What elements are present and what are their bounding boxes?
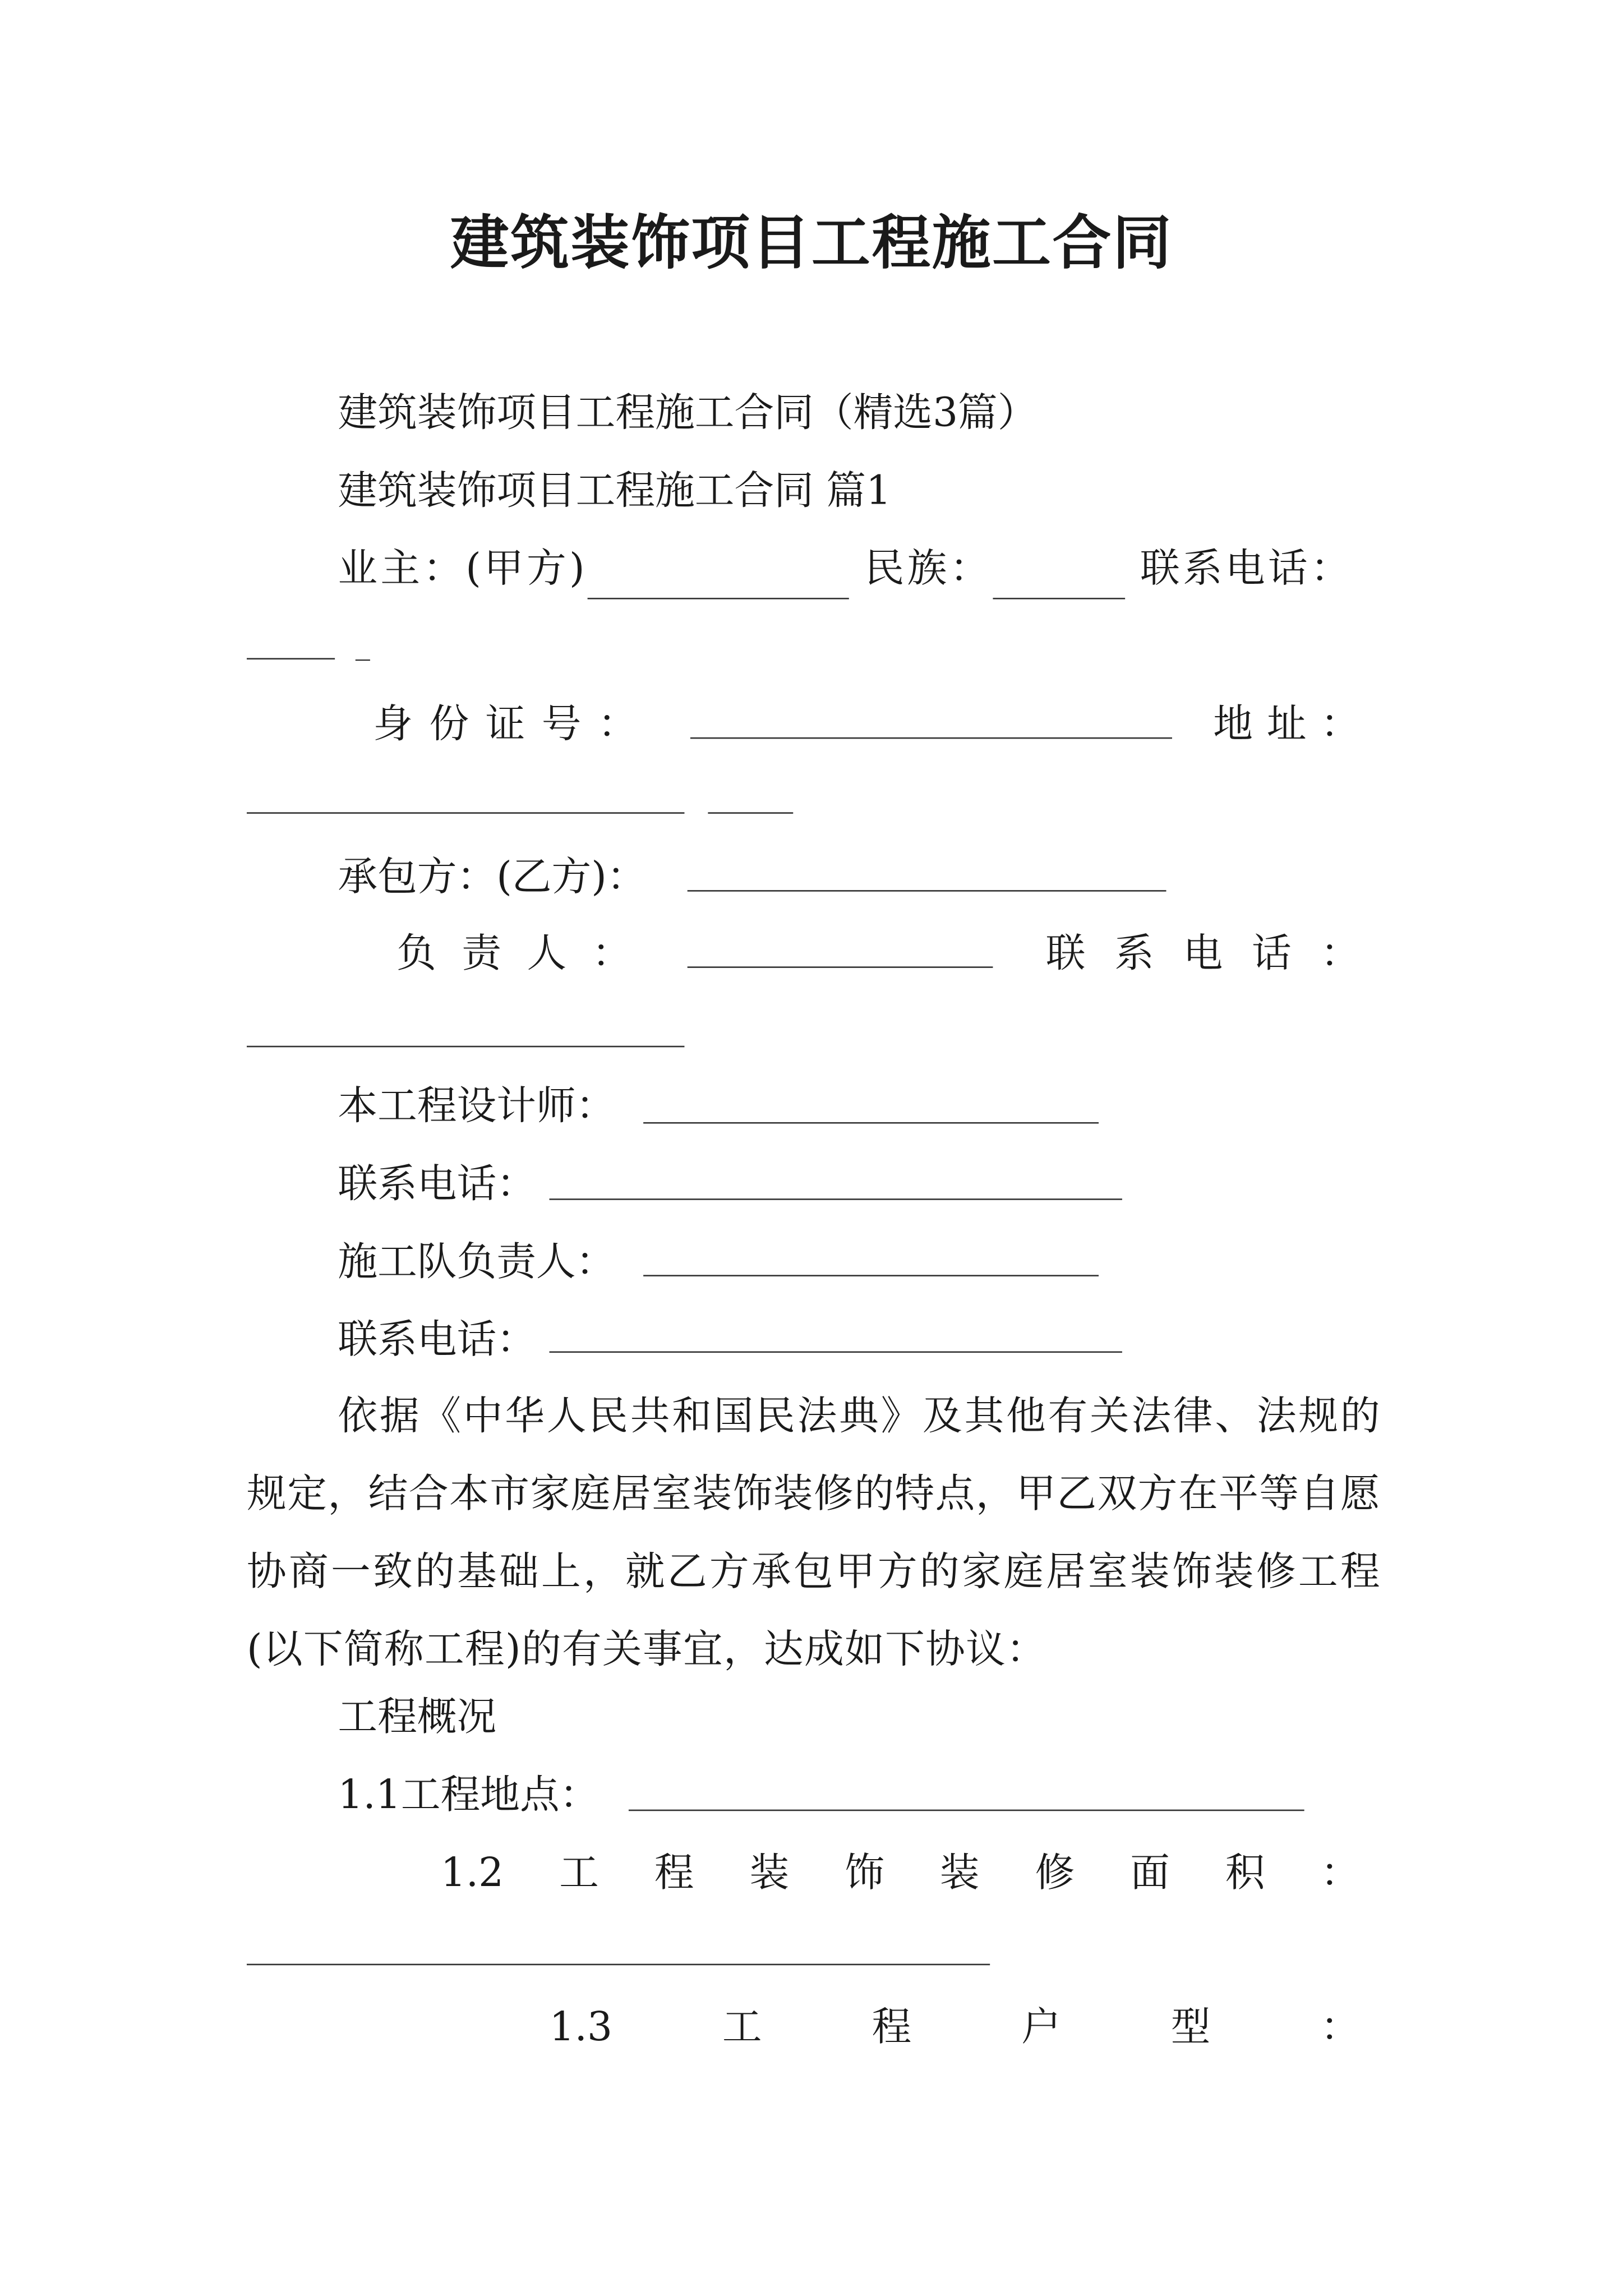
designer-phone-label: 联系电话： [338,1161,536,1207]
document-title: 建筑装饰项目工程施工合同 [450,208,1173,278]
item-1-2-char: 程 [654,1850,694,1897]
contractor-label: 承包方：(乙方)： [338,855,647,901]
manager-phone-char: 话 [1252,931,1292,977]
item-1-2-char: 1.2 [440,1850,504,1897]
item-1-3-char: 程 [872,2004,912,2051]
id-char: 份 [429,702,469,748]
address-char: 地 [1213,702,1253,748]
manager-phone-char: ： [1320,931,1361,977]
item-1-1-blank[interactable] [629,1810,1304,1811]
item-1-2-char: 装 [749,1850,790,1897]
team-phone-label: 联系电话： [338,1317,536,1363]
contractor-row [338,849,646,908]
item-1-2-char: 面 [1130,1850,1170,1897]
address-char: ： [1320,702,1361,748]
id-char: 证 [485,702,525,748]
team-phone-blank[interactable] [550,1351,1122,1353]
item-1-2-char: 装 [939,1850,980,1897]
designer-phone-blank[interactable] [550,1198,1122,1200]
team-leader-blank[interactable] [643,1275,1099,1276]
manager-label [396,925,631,984]
owner-phone-tail: _ [355,625,370,661]
item-1-2-char: 饰 [845,1850,884,1897]
id-char: ： [597,702,638,748]
manager-phone-char: 电 [1183,931,1223,977]
designer-label: 本工程设计师： [338,1084,616,1130]
manager-char: 负 [396,931,436,977]
ethnicity-label: 民族： [864,546,993,592]
item-1-2-blank[interactable] [247,1964,990,1966]
item-1-2-char: 修 [1035,1850,1075,1897]
document-subtitle: 建筑装饰项目工程施工合同（精选3篇） [338,390,1038,436]
item-1-2-char: 工 [559,1850,599,1897]
section-heading: 工程概况 [338,1695,497,1741]
item-1-3-char: 1.3 [549,2004,613,2051]
owner-row [338,541,1353,600]
manager-phone-blank[interactable] [247,1046,684,1048]
item-1-2-label [441,1845,1360,1903]
item-1-3-char: 型 [1170,2004,1211,2051]
owner-name-blank[interactable] [588,557,849,600]
manager-blank[interactable] [688,966,993,968]
manager-char: 人 [527,931,567,977]
address-blank[interactable] [247,812,684,814]
id-char: 身 [373,702,413,748]
ethnicity-blank[interactable] [993,557,1125,600]
owner-label: 业主：(甲方) [338,546,588,592]
owner-phone-label: 联系电话： [1140,546,1353,592]
manager-phone-char: 系 [1114,931,1154,977]
team-leader-label: 施工队负责人： [338,1239,616,1285]
item-1-2-char: ： [1320,1850,1361,1897]
item-1-1-label: 1.1工程地点： [338,1773,600,1819]
item-1-3-char: 工 [722,2004,762,2051]
item-1-2-char: 积 [1225,1850,1265,1897]
item-1-3-label [550,1999,1361,2058]
id-number-label [373,696,637,755]
contractor-blank[interactable] [688,890,1166,892]
address-blank-tail[interactable] [708,812,793,814]
manager-phone-char: 联 [1045,931,1086,977]
intro-paragraph: 依据《中华人民共和国民法典》及其他有关法律、法规的规定，结合本市家庭居室装饰装修的特点，甲乙双方在平等自愿协商一致的基础上，就乙方承包甲方的家庭居室装饰装修工程(以下简称工程)的有关事宜，达成如下协议： [246,1394,1381,1673]
item-1-3-char: 户 [1021,2004,1061,2051]
manager-char: ： [592,931,632,977]
address-label [1213,696,1360,755]
item-1-3-char: ： [1320,2004,1361,2051]
id-char: 号 [541,702,582,748]
id-number-blank[interactable] [690,737,1172,739]
manager-char: 责 [462,931,501,977]
owner-phone-blank[interactable] [247,658,335,660]
manager-phone-label [1046,925,1360,984]
designer-blank[interactable] [643,1122,1099,1124]
address-char: 址 [1266,702,1307,748]
chapter-heading: 建筑装饰项目工程施工合同 篇1 [338,468,892,514]
